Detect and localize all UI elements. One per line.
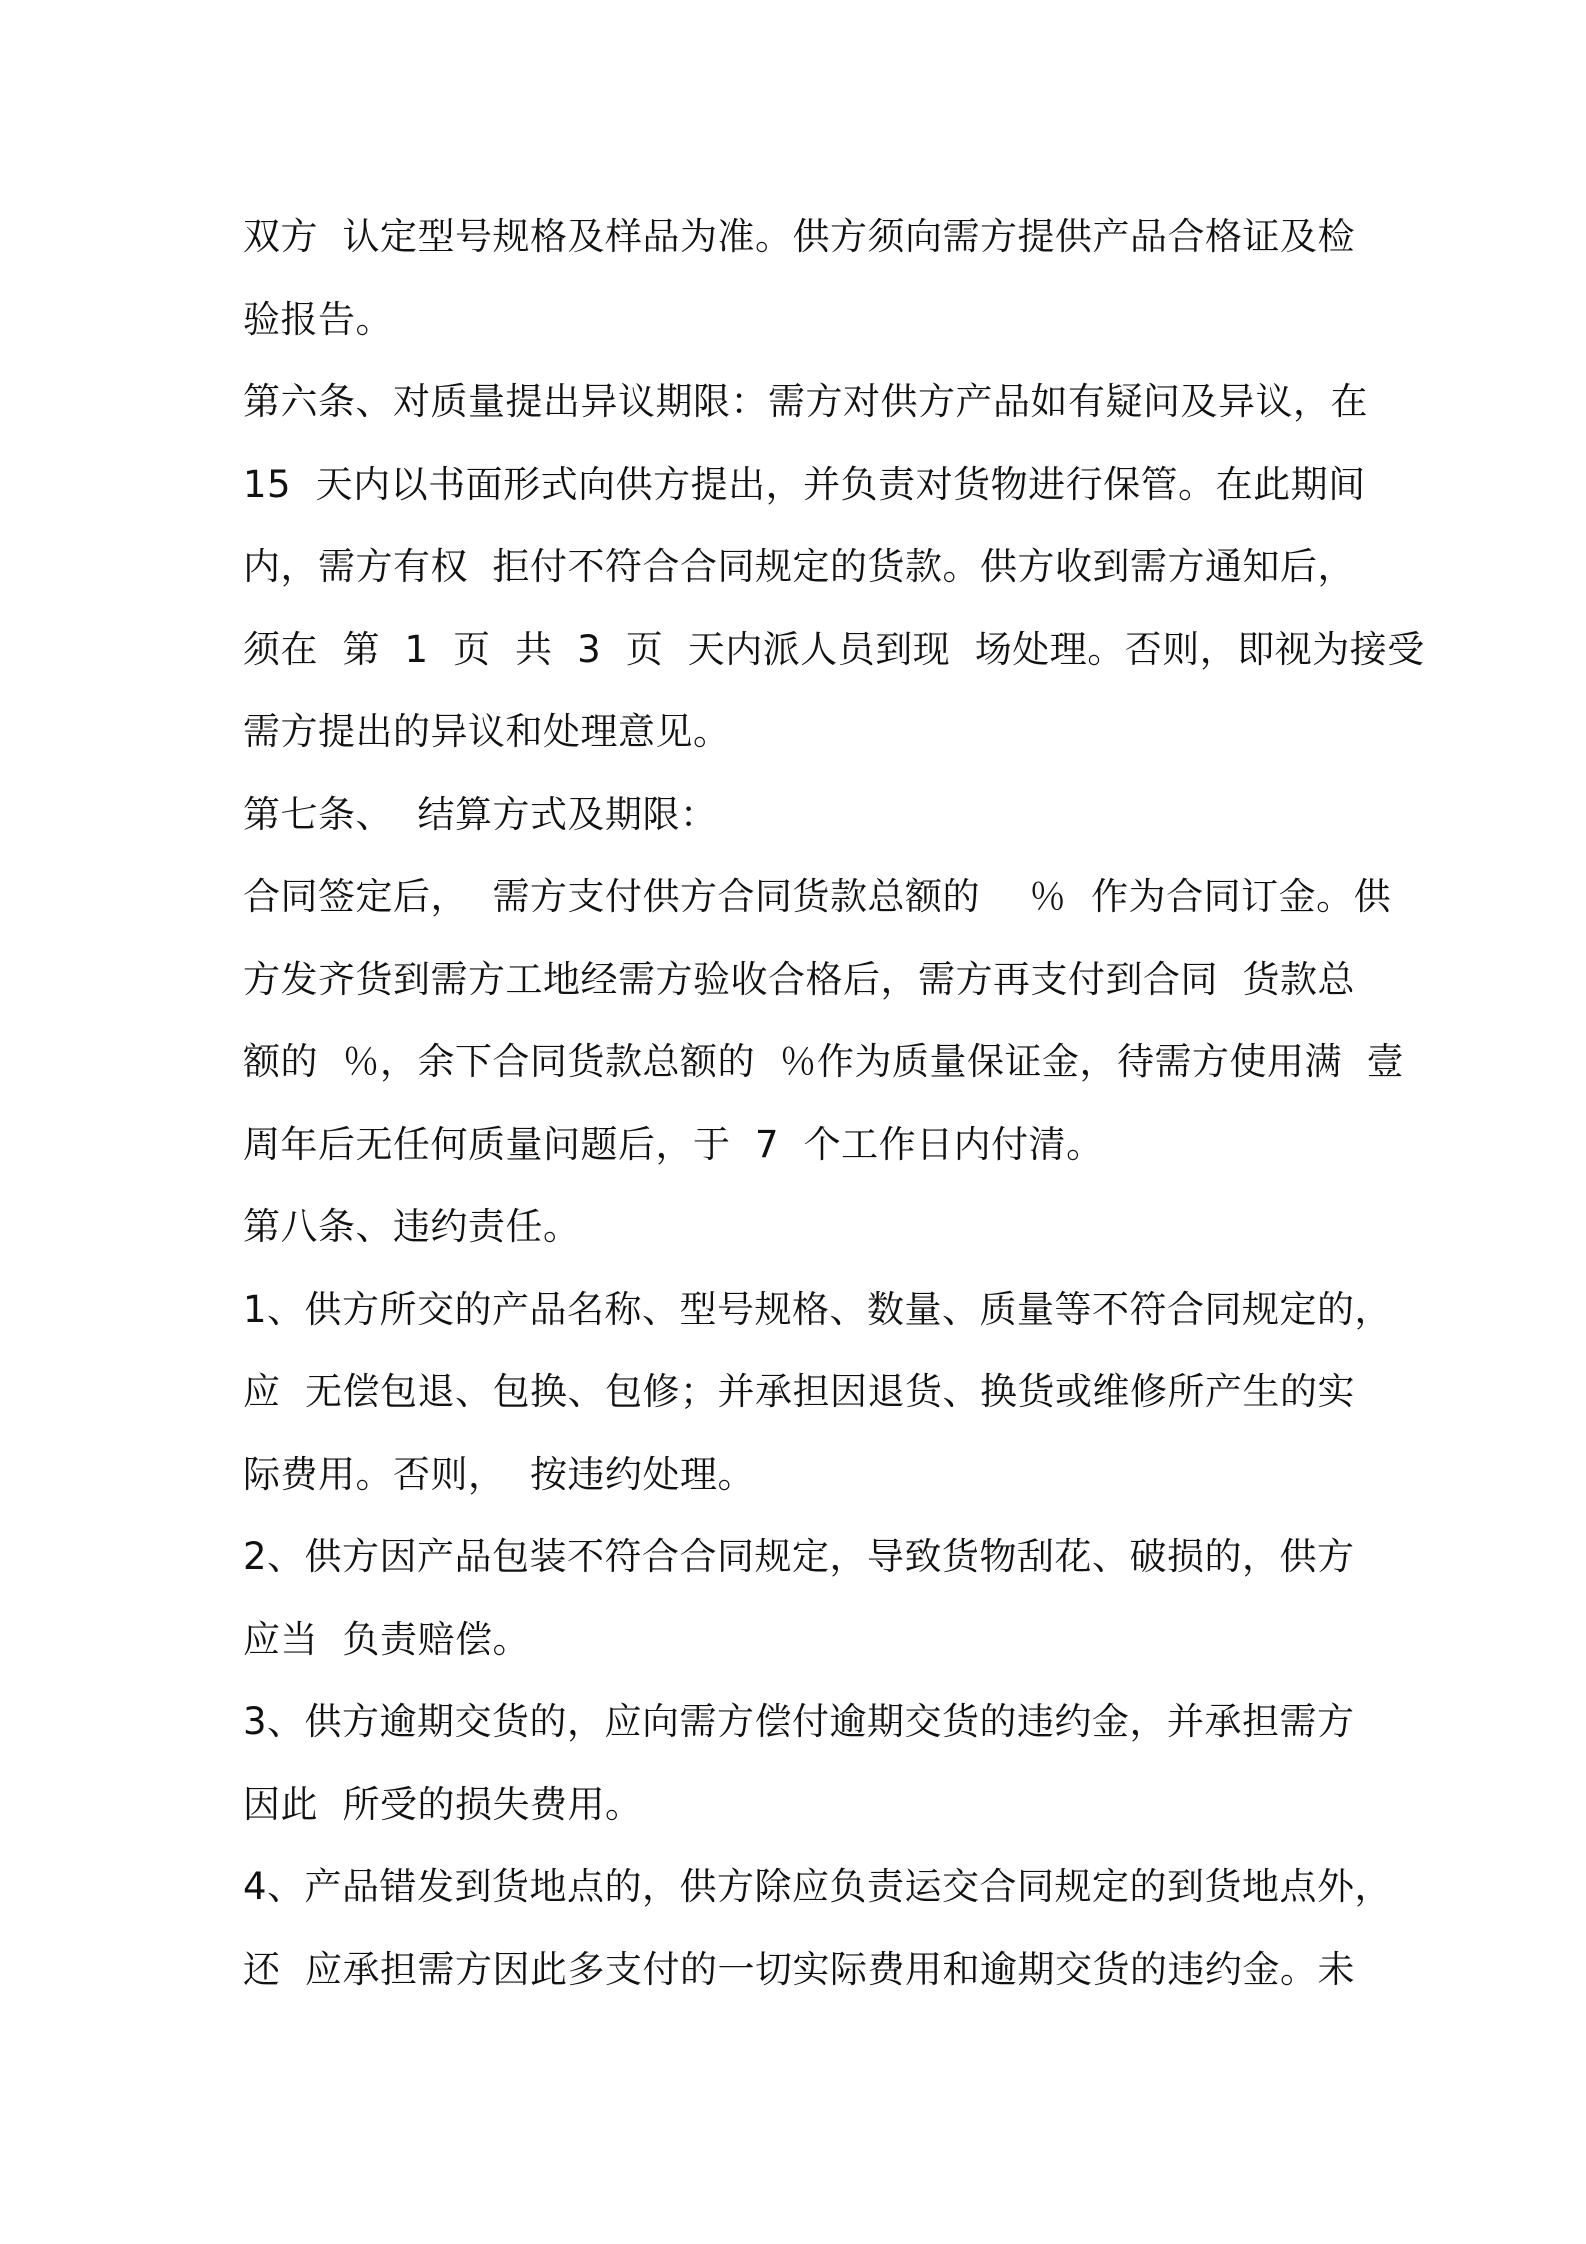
text-line: 合同签定后， 需方支付供方合同货款总额的 ％ 作为合同订金。供 bbox=[243, 875, 1392, 918]
text-line: 3、供方逾期交货的，应向需方偿付逾期交货的违约金，并承担需方 bbox=[243, 1700, 1355, 1743]
text-line: 应当 负责赔偿。 bbox=[243, 1617, 531, 1661]
text-line: 还 应承担需方因此多支付的一切实际费用和逾期交货的违约金。未 bbox=[243, 1947, 1356, 1991]
text-line: 因此 所受的损失费用。 bbox=[243, 1782, 643, 1826]
text-line: 双方 认定型号规格及样品为准。供方须向需方提供产品合格证及检 bbox=[243, 215, 1356, 258]
text-line: 第八条、违约责任。 bbox=[243, 1205, 581, 1248]
text-line: 2、供方因产品包装不符合合同规定，导致货物刮花、破损的，供方 bbox=[243, 1535, 1355, 1578]
text-line: 额的 ％，余下合同货款总额的 ％作为质量保证金，待需方使用满 壹 bbox=[243, 1040, 1405, 1083]
contract-body-text bbox=[243, 196, 1425, 2011]
text-line: 4、产品错发到货地点的，供方除应负责运交合同规定的到货地点外， bbox=[243, 1865, 1393, 1908]
text-line: 需方提出的异议和处理意见。 bbox=[243, 710, 731, 753]
text-line: 际费用。否则， 按违约处理。 bbox=[243, 1452, 756, 1496]
text-line: 方发齐货到需方工地经需方验收合格后，需方再支付到合同 货款总 bbox=[243, 957, 1356, 1001]
text-line: 15 天内以书面形式向供方提出，并负责对货物进行保管。在此期间 bbox=[243, 462, 1366, 506]
text-line: 1、供方所交的产品名称、型号规格、数量、质量等不符合同规定的， bbox=[243, 1287, 1393, 1331]
text-line: 须在 第 1 页 共 3 页 天内派人员到现 场处理。否则，即视为接受 bbox=[243, 627, 1425, 671]
text-line: 第六条、对质量提出异议期限：需方对供方产品如有疑问及异议，在 bbox=[243, 380, 1368, 423]
text-line: 周年后无任何质量问题后，于 7 个工作日内付清。 bbox=[243, 1122, 1104, 1166]
text-line: 第七条、 结算方式及期限： bbox=[243, 792, 718, 836]
text-line: 应 无偿包退、包换、包修；并承担因退货、换货或维修所产生的实 bbox=[243, 1370, 1356, 1413]
text-line: 验报告。 bbox=[243, 297, 393, 341]
text-line: 内，需方有权 拒付不符合合同规定的货款。供方收到需方通知后， bbox=[243, 545, 1356, 588]
